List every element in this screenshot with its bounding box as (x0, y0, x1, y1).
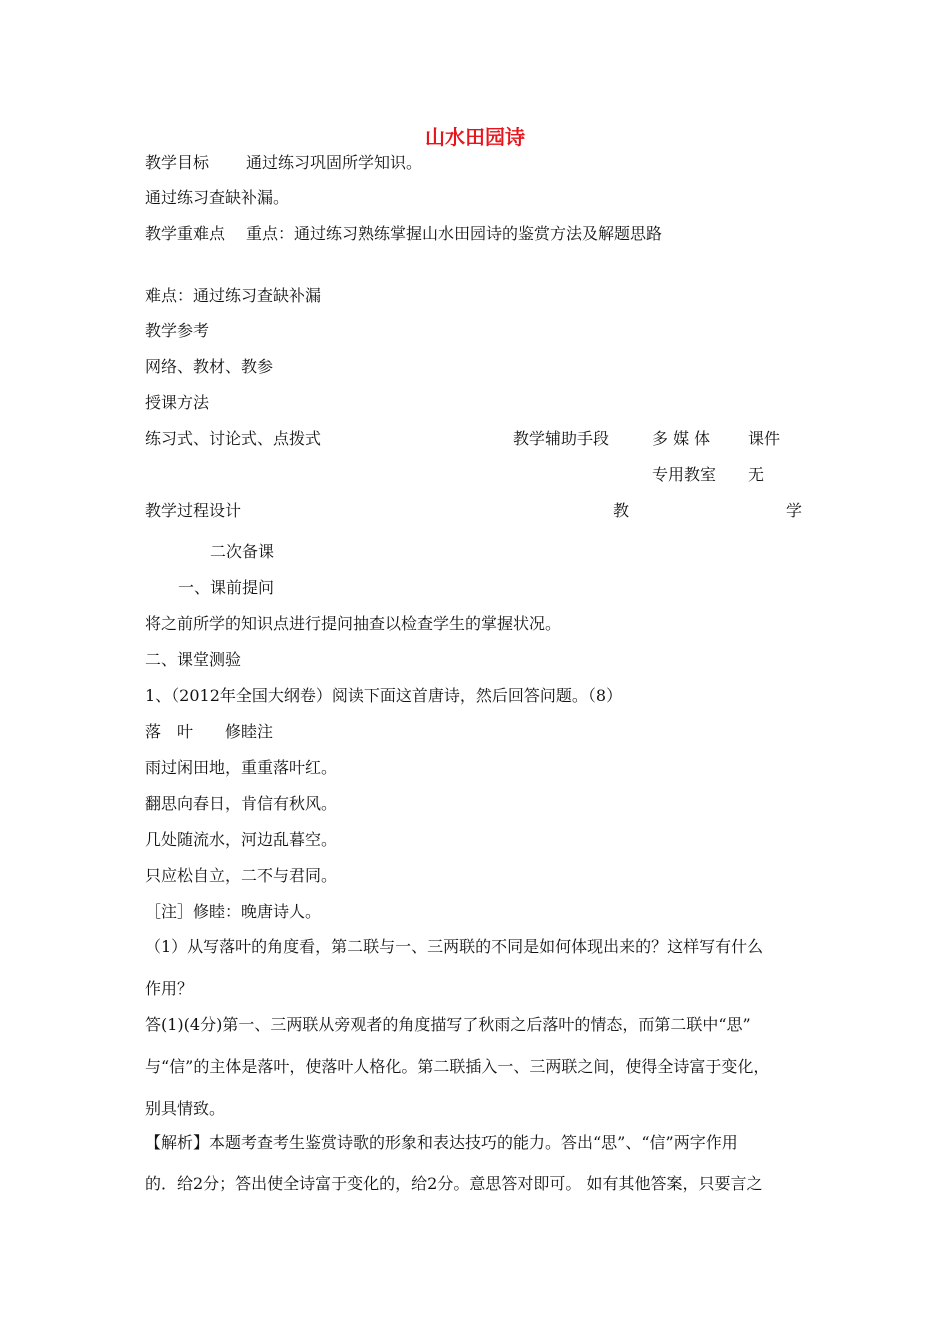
key-point: 重点：通过练习熟练掌握山水田园诗的鉴赏方法及解题思路 (246, 224, 663, 243)
question-1-intro: 1、（2012年全国大纲卷）阅读下面这首唐诗，然后回答问题。（8） (145, 686, 623, 705)
aids-media: 多 媒 体 (652, 429, 711, 448)
answer-line-3: 别具情致。 (145, 1099, 226, 1118)
answer-line-1: 答(1)(4分)第一、三两联从旁观者的角度描写了秋雨之后落叶的情态，而第二联中“思” (145, 1015, 751, 1034)
process-label: 教学过程设计 (145, 501, 242, 520)
process-column-learn: 学 (786, 501, 803, 520)
sub-question-line-1: （1）从写落叶的角度看，第二联与一、三两联的不同是如何体现出来的？这样写有什么 (145, 937, 764, 956)
second-prep-label: 二次备课 (210, 542, 275, 561)
aids-media-value: 课件 (748, 429, 781, 448)
poem-line-2: 翻思向春日，肯信有秋风。 (145, 794, 338, 813)
goal-label: 教学目标 (145, 153, 210, 172)
difficulty-line: 难点：通过练习查缺补漏 (145, 286, 322, 305)
section-1-body: 将之前所学的知识点进行提问抽查以检查学生的掌握状况。 (145, 614, 562, 633)
poem-line-4: 只应松自立，二不与君同。 (145, 866, 338, 885)
reference-value: 网络、教材、教参 (145, 357, 274, 376)
aids-room-value: 无 (748, 465, 765, 484)
poem-title: 落 叶 修睦注 (145, 722, 274, 741)
analysis-line-2: 的．给2分；答出使全诗富于变化的，给2分。意思答对即可。 如有其他答案，只要言之 (145, 1174, 763, 1193)
aids-room: 专用教室 (652, 465, 717, 484)
method-label: 授课方法 (145, 393, 210, 412)
goal-line-2: 通过练习查缺补漏。 (145, 188, 290, 207)
poem-line-3: 几处随流水，河边乱暮空。 (145, 830, 338, 849)
answer-line-2: 与“信”的主体是落叶，使落叶人格化。第二联插入一、三两联之间，使得全诗富于变化， (145, 1057, 770, 1076)
goal-line-1: 通过练习巩固所学知识。 (246, 153, 423, 172)
document-title: 山水田园诗 (425, 125, 525, 149)
section-1-heading: 一、课前提问 (178, 578, 275, 597)
analysis-line-1: 【解析】本题考查考生鉴赏诗歌的形象和表达技巧的能力。答出“思”、“信”两字作用 (145, 1133, 738, 1152)
sub-question-line-2: 作用？ (145, 979, 194, 998)
poem-line-1: 雨过闲田地，重重落叶红。 (145, 758, 338, 777)
aids-label: 教学辅助手段 (513, 429, 610, 448)
process-column-teach: 教 (613, 501, 630, 520)
reference-label: 教学参考 (145, 321, 210, 340)
section-2-heading: 二、课堂测验 (145, 650, 242, 669)
method-value: 练习式、讨论式、点拨式 (145, 429, 322, 448)
poem-note: ［注］修睦：晚唐诗人。 (145, 902, 322, 921)
key-label: 教学重难点 (145, 224, 226, 243)
